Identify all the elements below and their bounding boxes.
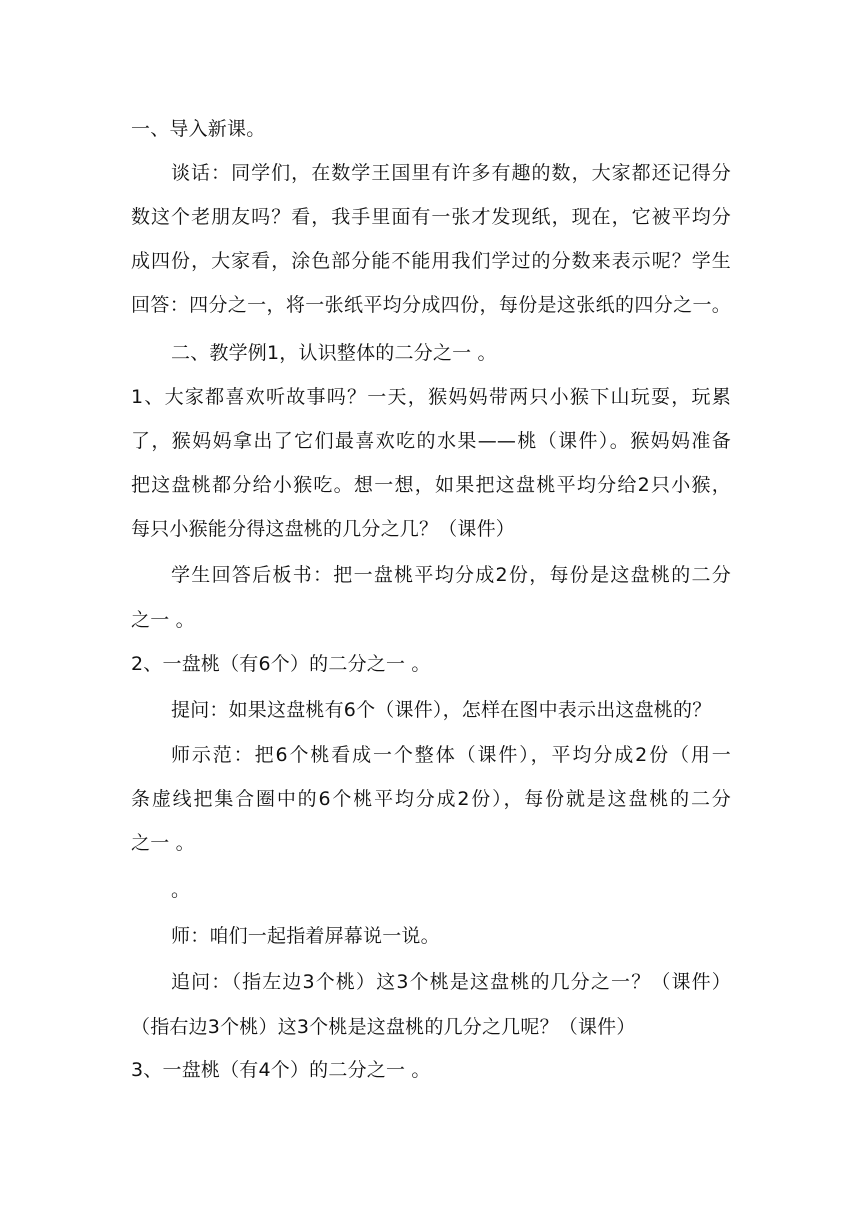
paragraph-line: 师：咱们一起指着屏幕说一说。	[171, 925, 440, 947]
paragraph-line: 了，猴妈妈拿出了它们最喜欢吃的水果——桃（课件）。猴妈妈准备	[131, 430, 731, 452]
paragraph-line: 回答：四分之一，将一张纸平均分成四份，每份是这张纸的四分之一。	[131, 294, 731, 316]
paragraph-line: 追问：（指左边3个桃）这3个桃是这盘桃的几分之一？（课件）	[171, 971, 731, 993]
section-heading-intro: 一、导入新课。	[131, 118, 266, 140]
paragraph-line: 师示范：把6个桃看成一个整体（课件），平均分成2份（用一	[171, 744, 731, 766]
paragraph-line: 条虚线把集合圈中的6个桃平均分成2份），每份就是这盘桃的二分	[131, 788, 731, 810]
section-heading-example: 二、教学例1，认识整体的二分之一 。	[171, 342, 497, 364]
paragraph-line: 把这盘桃都分给小猴吃。想一想，如果把这盘桃平均分给2只小猴，	[131, 474, 731, 496]
subsection-heading: 3、一盘桃（有4个）的二分之一 。	[131, 1059, 431, 1081]
paragraph-line: 每只小猴能分得这盘桃的几分之几？（课件）	[131, 518, 516, 540]
paragraph-line: 成四份，大家看，涂色部分能不能用我们学过的分数来表示呢？学生	[131, 250, 731, 272]
paragraph-line: 提问：如果这盘桃有6个（课件），怎样在图中表示出这盘桃的？	[171, 699, 712, 721]
paragraph-line: 。	[171, 879, 191, 901]
paragraph-line: 谈话：同学们，在数学王国里有许多有趣的数，大家都还记得分	[171, 162, 731, 184]
paragraph-line: （指右边3个桃）这3个桃是这盘桃的几分之几呢？（课件）	[131, 1016, 636, 1038]
paragraph-line: 学生回答后板书：把一盘桃平均分成2份，每份是这盘桃的二分	[171, 564, 731, 586]
paragraph-line: 1、大家都喜欢听故事吗？一天，猴妈妈带两只小猴下山玩耍，玩累	[131, 386, 731, 408]
subsection-heading: 2、一盘桃（有6个）的二分之一 。	[131, 653, 431, 675]
paragraph-line: 之一 。	[131, 609, 195, 631]
paragraph-line: 数这个老朋友吗？看，我手里面有一张才发现纸，现在，它被平均分	[131, 206, 731, 228]
paragraph-line: 之一 。	[131, 832, 195, 854]
